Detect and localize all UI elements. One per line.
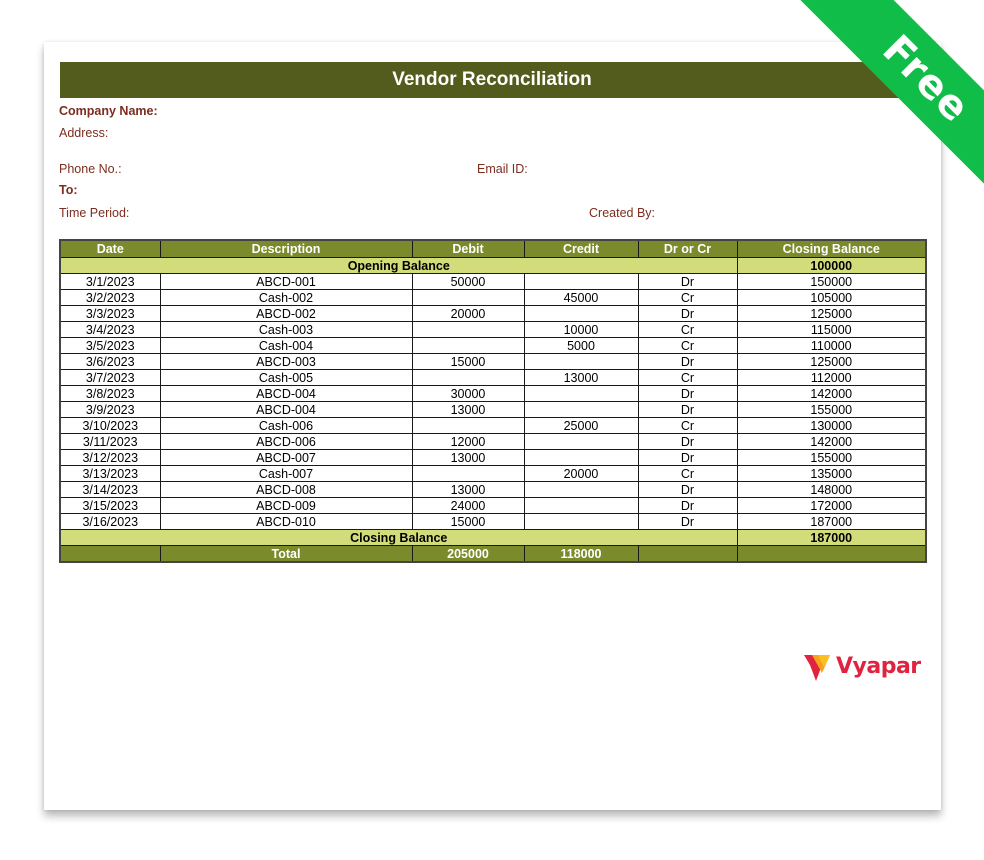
opening-balance-value: 100000	[737, 258, 926, 274]
header-credit: Credit	[524, 240, 638, 258]
date-cell: 3/6/2023	[60, 354, 160, 370]
dr-cr-cell: Cr	[638, 370, 737, 386]
opening-balance-row	[60, 258, 926, 274]
closing-balance-cell: 142000	[737, 386, 926, 402]
credit-cell: 20000	[524, 466, 638, 482]
vyapar-logo	[804, 651, 921, 681]
description-cell: Cash-004	[160, 338, 412, 354]
dr-cr-cell: Dr	[638, 498, 737, 514]
date-cell: 3/15/2023	[60, 498, 160, 514]
phone-label: Phone No.:	[59, 162, 122, 176]
closing-balance-cell: 125000	[737, 306, 926, 322]
debit-cell: 20000	[412, 306, 524, 322]
dr-cr-cell: Dr	[638, 514, 737, 530]
debit-cell: 13000	[412, 482, 524, 498]
closing-balance-cell: 155000	[737, 450, 926, 466]
closing-balance-cell: 115000	[737, 322, 926, 338]
table-row	[60, 274, 926, 290]
dr-cr-cell: Dr	[638, 450, 737, 466]
document-title: Vendor Reconciliation	[60, 62, 924, 98]
debit-cell	[412, 338, 524, 354]
credit-cell: 10000	[524, 322, 638, 338]
total-debit: 205000	[412, 546, 524, 563]
total-empty-cell	[638, 546, 737, 563]
description-cell: ABCD-002	[160, 306, 412, 322]
date-cell: 3/11/2023	[60, 434, 160, 450]
date-cell: 3/13/2023	[60, 466, 160, 482]
description-cell: ABCD-010	[160, 514, 412, 530]
header-dr-or-cr: Dr or Cr	[638, 240, 737, 258]
total-empty-cell	[60, 546, 160, 563]
description-cell: Cash-005	[160, 370, 412, 386]
credit-cell	[524, 450, 638, 466]
opening-balance-label: Opening Balance	[60, 258, 737, 274]
dr-cr-cell: Cr	[638, 322, 737, 338]
date-cell: 3/10/2023	[60, 418, 160, 434]
total-credit: 118000	[524, 546, 638, 563]
description-cell: ABCD-009	[160, 498, 412, 514]
date-cell: 3/16/2023	[60, 514, 160, 530]
description-cell: ABCD-001	[160, 274, 412, 290]
header-closing-balance: Closing Balance	[737, 240, 926, 258]
credit-cell	[524, 482, 638, 498]
company-name-label: Company Name:	[59, 104, 158, 118]
table-row	[60, 466, 926, 482]
debit-cell	[412, 290, 524, 306]
header-debit: Debit	[412, 240, 524, 258]
dr-cr-cell: Dr	[638, 354, 737, 370]
table-row	[60, 306, 926, 322]
date-cell: 3/2/2023	[60, 290, 160, 306]
debit-cell: 24000	[412, 498, 524, 514]
debit-cell: 12000	[412, 434, 524, 450]
closing-balance-label: Closing Balance	[60, 530, 737, 546]
debit-cell: 50000	[412, 274, 524, 290]
description-cell: ABCD-003	[160, 354, 412, 370]
header-description: Description	[160, 240, 412, 258]
dr-cr-cell: Cr	[638, 338, 737, 354]
table-row	[60, 402, 926, 418]
credit-cell	[524, 498, 638, 514]
closing-balance-cell: 155000	[737, 402, 926, 418]
credit-cell	[524, 306, 638, 322]
closing-balance-row	[60, 530, 926, 546]
created-by-label: Created By:	[589, 206, 656, 220]
description-cell: Cash-003	[160, 322, 412, 338]
total-row	[60, 546, 926, 563]
dr-cr-cell: Dr	[638, 306, 737, 322]
closing-balance-cell: 110000	[737, 338, 926, 354]
dr-cr-cell: Dr	[638, 274, 737, 290]
closing-balance-cell: 187000	[737, 514, 926, 530]
dr-cr-cell: Cr	[638, 466, 737, 482]
description-cell: ABCD-006	[160, 434, 412, 450]
description-cell: ABCD-004	[160, 386, 412, 402]
address-label: Address:	[59, 126, 109, 140]
total-label: Total	[160, 546, 412, 563]
debit-cell: 15000	[412, 514, 524, 530]
closing-balance-cell: 112000	[737, 370, 926, 386]
credit-cell: 25000	[524, 418, 638, 434]
credit-cell	[524, 354, 638, 370]
vyapar-brand-name: Vyapar	[836, 653, 921, 679]
credit-cell	[524, 402, 638, 418]
table-row	[60, 514, 926, 530]
table-row	[60, 498, 926, 514]
credit-cell: 45000	[524, 290, 638, 306]
debit-cell	[412, 370, 524, 386]
closing-balance-cell: 105000	[737, 290, 926, 306]
credit-cell	[524, 434, 638, 450]
date-cell: 3/8/2023	[60, 386, 160, 402]
date-cell: 3/3/2023	[60, 306, 160, 322]
date-cell: 3/14/2023	[60, 482, 160, 498]
description-cell: Cash-007	[160, 466, 412, 482]
time-period-label: Time Period:	[59, 206, 130, 220]
table-row	[60, 386, 926, 402]
dr-cr-cell: Cr	[638, 418, 737, 434]
description-cell: ABCD-007	[160, 450, 412, 466]
table-row	[60, 370, 926, 386]
table-row	[60, 434, 926, 450]
credit-cell	[524, 274, 638, 290]
vyapar-logo-icon	[804, 651, 832, 681]
debit-cell: 13000	[412, 450, 524, 466]
header-date: Date	[60, 240, 160, 258]
description-cell: Cash-006	[160, 418, 412, 434]
dr-cr-cell: Dr	[638, 434, 737, 450]
credit-cell	[524, 514, 638, 530]
dr-cr-cell: Dr	[638, 386, 737, 402]
date-cell: 3/12/2023	[60, 450, 160, 466]
closing-balance-cell: 125000	[737, 354, 926, 370]
reconciliation-table	[59, 239, 927, 563]
closing-balance-cell: 148000	[737, 482, 926, 498]
closing-balance-cell: 130000	[737, 418, 926, 434]
date-cell: 3/4/2023	[60, 322, 160, 338]
credit-cell	[524, 386, 638, 402]
description-cell: ABCD-008	[160, 482, 412, 498]
debit-cell	[412, 322, 524, 338]
date-cell: 3/7/2023	[60, 370, 160, 386]
debit-cell: 30000	[412, 386, 524, 402]
debit-cell: 15000	[412, 354, 524, 370]
closing-balance-cell: 172000	[737, 498, 926, 514]
table-row	[60, 450, 926, 466]
table-row	[60, 338, 926, 354]
closing-balance-cell: 150000	[737, 274, 926, 290]
free-ribbon-label: Free	[797, 0, 984, 208]
description-cell: ABCD-004	[160, 402, 412, 418]
date-cell: 3/5/2023	[60, 338, 160, 354]
table-row	[60, 418, 926, 434]
dr-cr-cell: Dr	[638, 482, 737, 498]
description-cell: Cash-002	[160, 290, 412, 306]
credit-cell: 5000	[524, 338, 638, 354]
date-cell: 3/9/2023	[60, 402, 160, 418]
dr-cr-cell: Cr	[638, 290, 737, 306]
dr-cr-cell: Dr	[638, 402, 737, 418]
table-header-row	[60, 240, 926, 258]
table-row	[60, 322, 926, 338]
date-cell: 3/1/2023	[60, 274, 160, 290]
debit-cell	[412, 466, 524, 482]
debit-cell	[412, 418, 524, 434]
table-row	[60, 290, 926, 306]
table-row	[60, 482, 926, 498]
closing-balance-value: 187000	[737, 530, 926, 546]
to-label: To:	[59, 183, 78, 197]
table-row	[60, 354, 926, 370]
closing-balance-cell: 142000	[737, 434, 926, 450]
free-ribbon	[774, 0, 984, 210]
total-empty-cell	[737, 546, 926, 563]
email-label: Email ID:	[477, 162, 528, 176]
credit-cell: 13000	[524, 370, 638, 386]
debit-cell: 13000	[412, 402, 524, 418]
closing-balance-cell: 135000	[737, 466, 926, 482]
